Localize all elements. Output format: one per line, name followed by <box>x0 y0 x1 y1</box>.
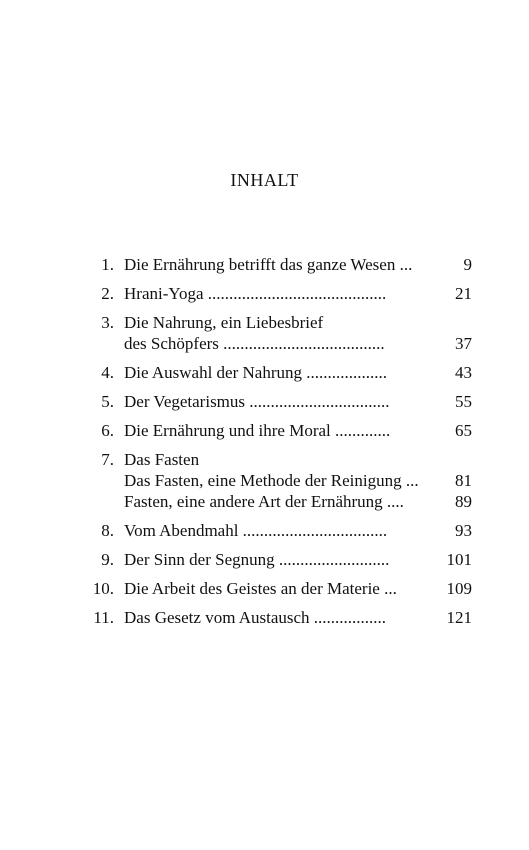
toc-entry-page-number: 93 <box>455 521 472 540</box>
toc-entry-page-number: 37 <box>455 334 472 353</box>
toc-entry-body <box>124 254 472 275</box>
toc-entry-title: Hrani-Yoga .......................................... <box>124 284 387 303</box>
toc-entry-line <box>124 391 472 412</box>
toc-entry <box>72 578 472 599</box>
toc-entry-page-number: 101 <box>446 550 472 569</box>
toc-entry-number: 2. <box>101 284 114 303</box>
toc-entry-title: Die Arbeit des Geistes an der Materie ... <box>124 579 397 598</box>
toc-entry-line <box>124 520 472 541</box>
toc-entry-line <box>124 420 472 441</box>
toc-entry-body <box>124 391 472 412</box>
toc-entry-page-number: 21 <box>455 284 472 303</box>
toc-entry-title: Der Vegetarismus ................................. <box>124 392 390 411</box>
toc-entry-title: Vom Abendmahl .................................. <box>124 521 388 540</box>
toc-entry-page-number: 65 <box>455 421 472 440</box>
toc-entry-line <box>124 333 472 354</box>
toc-entry-body <box>124 549 472 570</box>
toc-entry-page-number: 89 <box>455 492 472 511</box>
toc-entry <box>72 254 472 275</box>
toc-entry <box>72 607 472 628</box>
toc-entry-line <box>124 449 472 470</box>
toc-entry-page-number: 9 <box>463 255 472 274</box>
toc-entry-body <box>124 520 472 541</box>
toc-entry-title: Das Gesetz vom Austausch ................. <box>124 608 387 627</box>
toc-entry-page-number: 43 <box>455 363 472 382</box>
toc-entry-title: Die Auswahl der Nahrung ................... <box>124 363 387 382</box>
toc-entry-number: 10. <box>92 579 114 598</box>
toc-entry-body <box>124 283 472 304</box>
toc-entry-title: Das Fasten <box>124 450 200 469</box>
toc-entry-number: 4. <box>101 363 114 382</box>
toc-entry-number: 11. <box>93 608 114 627</box>
toc-entry-title: Die Ernährung betrifft das ganze Wesen ... <box>124 255 413 274</box>
toc-entry-line <box>124 283 472 304</box>
toc-entry-title: Das Fasten, eine Methode der Reinigung ... <box>124 471 419 490</box>
toc-entry-title: Der Sinn der Segnung .......................... <box>124 550 390 569</box>
toc-entry <box>72 391 472 412</box>
page-title: INHALT <box>230 170 299 190</box>
toc-entry-line <box>124 607 472 628</box>
toc-entry-body <box>124 312 472 354</box>
toc-entry-number: 5. <box>101 392 114 411</box>
toc-entry <box>72 449 472 512</box>
toc-entry-number: 8. <box>101 521 114 540</box>
toc-entry <box>72 549 472 570</box>
toc-entry-body <box>124 578 472 599</box>
toc-entry-title: Die Nahrung, ein Liebesbrief <box>124 313 324 332</box>
toc-entry-number: 3. <box>101 313 114 332</box>
toc-entry-number: 1. <box>101 255 114 274</box>
toc-entry-page-number: 81 <box>455 471 472 490</box>
toc-entry-line <box>124 549 472 570</box>
toc-entry-page-number: 55 <box>455 392 472 411</box>
toc-entry-line <box>124 578 472 599</box>
toc-entry-number: 7. <box>101 450 114 469</box>
toc-entry-title: des Schöpfers ...................................... <box>124 334 385 353</box>
toc-entry <box>72 312 472 354</box>
toc-entry <box>72 420 472 441</box>
toc-entry-title: Fasten, eine andere Art der Ernährung .... <box>124 492 404 511</box>
toc-entry-line <box>124 362 472 383</box>
toc-entry-page-number: 121 <box>446 608 472 627</box>
toc-entry <box>72 520 472 541</box>
toc-entry-line <box>124 470 472 491</box>
table-of-contents <box>72 254 472 636</box>
toc-entry-number: 9. <box>101 550 114 569</box>
toc-entry <box>72 362 472 383</box>
toc-entry-title: Die Ernährung und ihre Moral ............. <box>124 421 391 440</box>
toc-entry-line <box>124 254 472 275</box>
toc-entry-page-number: 109 <box>446 579 472 598</box>
toc-entry-body <box>124 420 472 441</box>
toc-entry-body <box>124 607 472 628</box>
toc-entry-number: 6. <box>101 421 114 440</box>
toc-entry <box>72 283 472 304</box>
toc-entry-line <box>124 491 472 512</box>
toc-entry-line <box>124 312 472 333</box>
toc-entry-body <box>124 449 472 512</box>
toc-entry-body <box>124 362 472 383</box>
